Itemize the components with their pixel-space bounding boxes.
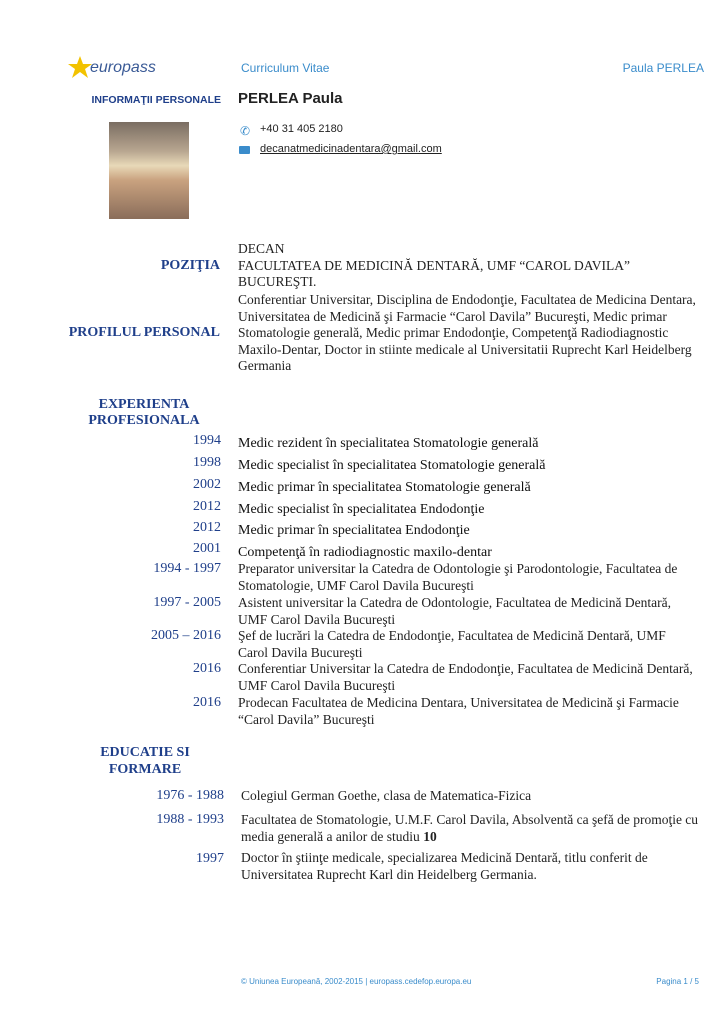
position-text xyxy=(238,241,698,291)
email-icon xyxy=(239,146,250,154)
footer-copyright: © Uniunea Europeană, 2002-2015 | europass.cedefop.europa.eu xyxy=(241,977,472,986)
footer-page-number: Pagina 1 / 5 xyxy=(656,977,699,986)
phone-icon: ✆ xyxy=(240,124,251,138)
europass-logo xyxy=(66,52,166,87)
exp-text: Prodecan Facultatea de Medicina Dentara, Universitatea de Medicină şi Farmacie “Carol Davila” Bucureşti xyxy=(238,695,679,727)
full-name: PERLEA Paula xyxy=(238,90,343,107)
exp-year: 2016 xyxy=(193,695,221,710)
exp-text: Medic primar în specialitatea Endodonţie xyxy=(238,523,470,538)
edu-grade: 10 xyxy=(423,828,437,844)
exp-text: Şef de lucrări la Catedra de Endodonţie, Facultatea de Medicină Dentară, UMF Carol Davila Bucureşti xyxy=(238,628,666,660)
exp-text: Conferentiar Universitar la Catedra de Endodonţie, Facultatea de Medicină Dentară, UMF Carol Davila Bucureşti xyxy=(238,661,693,693)
education-label: EDUCATIE SI FORMARE xyxy=(100,745,190,777)
edu-text: Doctor în ştiinţe medicale, specializarea Medicină Dentară, titlu conferit de Universitatea Ruprecht Karl din Heidelberg Germania. xyxy=(241,850,648,882)
doc-title: Curriculum Vitae xyxy=(241,61,330,75)
exp-year: 2012 xyxy=(193,499,221,514)
edu-text xyxy=(241,812,701,845)
exp-year: 2001 xyxy=(193,541,221,556)
edu-year: 1976 - 1988 xyxy=(156,788,224,803)
exp-text: Medic specialist în specialitatea Endodonţie xyxy=(238,502,485,517)
exp-text: Medic specialist în specialitatea Stomatologie generală xyxy=(238,458,546,473)
profile-photo xyxy=(109,122,189,219)
edu-year: 1997 xyxy=(196,851,224,866)
header-person-name: Paula PERLEA xyxy=(622,61,704,75)
exp-text: Preparator universitar la Catedra de Odontologie şi Parodontologie, Facultatea de Stomatologie, UMF Carol Davila Bucureşti xyxy=(238,561,678,593)
exp-year: 2005 – 2016 xyxy=(151,628,221,643)
profile-label: PROFILUL PERSONAL xyxy=(68,325,220,340)
exp-text: Medic rezident în specialitatea Stomatologie generală xyxy=(238,436,539,451)
exp-year: 2002 xyxy=(193,477,221,492)
email-link[interactable]: decanatmedicinadentara@gmail.com xyxy=(260,143,442,155)
exp-text: Asistent universitar la Catedra de Odontologie, Facultatea de Medicină Dentară, UMF Carol Davila Bucureşti xyxy=(238,595,671,627)
edu-year: 1988 - 1993 xyxy=(156,812,224,827)
edu-text-main: Facultatea de Stomatologie, U.M.F. Carol Davila, Absolventă ca şefă de promoţie cu media generală a anilor de studiu xyxy=(241,812,699,844)
exp-year: 2012 xyxy=(193,520,221,535)
edu-text: Colegiul German Goethe, clasa de Matematica-Fizica xyxy=(241,788,532,803)
exp-year: 1994 - 1997 xyxy=(153,561,221,576)
experience-label: EXPERIENTA PROFESIONALA xyxy=(88,397,200,428)
position-line: BUCUREŞTI. xyxy=(238,274,317,289)
phone-number: +40 31 405 2180 xyxy=(260,123,343,135)
position-line: DECAN xyxy=(238,241,285,256)
personal-info-label: INFORMAŢII PERSONALE xyxy=(91,94,221,106)
exp-text: Medic primar în specialitatea Stomatologie generală xyxy=(238,480,531,495)
svg-text:europass: europass xyxy=(90,59,156,76)
exp-year: 1997 - 2005 xyxy=(153,595,221,610)
exp-year: 2016 xyxy=(193,661,221,676)
exp-year: 1998 xyxy=(193,455,221,470)
position-label: POZIŢIA xyxy=(160,258,220,273)
position-line: FACULTATEA DE MEDICINĂ DENTARĂ, UMF “CAROL DAVILA” xyxy=(238,257,630,273)
profile-text: Conferentiar Universitar, Disciplina de Endodonţie, Facultatea de Medicina Dentara, Universitatea de Medicină şi Farmacie “Carol Davila” Bucureşti, Medic primar Stomatologie generală, Medic primar Endodonţie, Competenţă Radiodiagnostic Maxilo-Dentar, Doctor in stiinte medicale al Universitatii Ruprecht Karl Heidelberg Germania xyxy=(238,292,696,373)
exp-year: 1994 xyxy=(193,433,221,448)
exp-text: Competenţă în radiodiagnostic maxilo-dentar xyxy=(238,545,492,560)
